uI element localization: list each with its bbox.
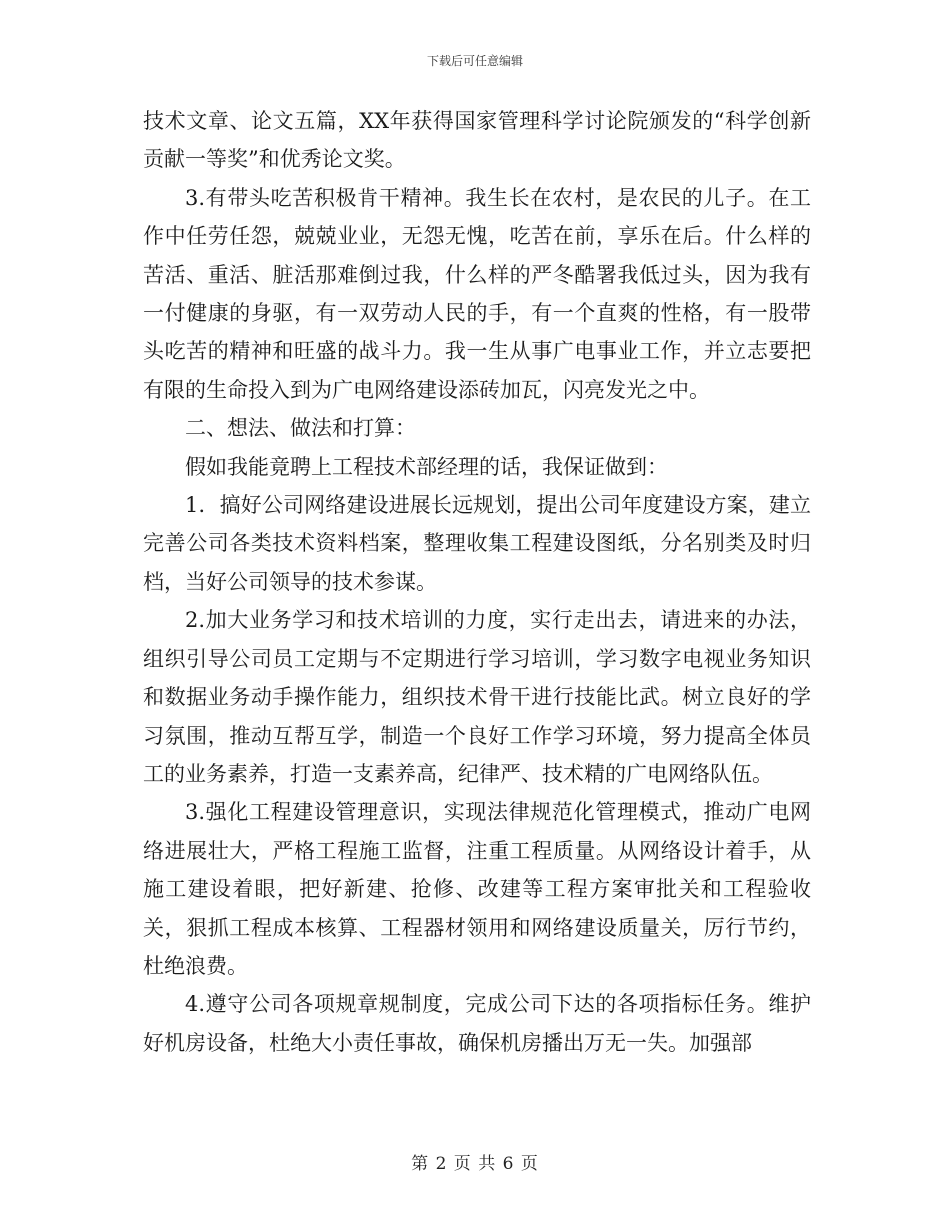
paragraph-8: 4.遵守公司各项规章规制度，完成公司下达的各项指标任务。维护好机房设备，杜绝大小责任事故，确保机房播出万无一失。加强部 [143,992,811,1055]
paragraph-7: 3.强化工程建设管理意识，实现法律规范化管理模式，推动广电网络进展壮大，严格工程施工监督，注重工程质量。从网络设计着手，从施工建设着眼，把好新建、抢修、改建等工程方案审批关和工程验收关，狠抓工程成本核算、工程器材领用和网络建设质量关，厉行节约，杜绝浪费。 [143,800,811,978]
page-number-footer: 第 2 页 共 6 页 [411,1154,539,1174]
paragraph-1: 技术文章、论文五篇，XX年获得国家管理科学讨论院颁发的“科学创新贡献一等奖”和优秀论文奖。 [143,109,811,172]
paragraph-6: 2.加大业务学习和技术培训的力度，实行走出去，请进来的办法，组织引导公司员工定期与不定期进行学习培训，学习数字电视业务知识和数据业务动手操作能力，组织技术骨干进行技能比武。树立良好的学习氛围，推动互帮互学，制造一个良好工作学习环境，努力提高全体员工的业务素养，打造一支素养高，纪律严、技术精的广电网络队伍。 [143,608,811,786]
page-header: 下载后可任意编辑 [426,54,523,68]
paragraph-2: 3.有带头吃苦积极肯干精神。我生长在农村，是农民的儿子。在工作中任劳任怨，兢兢业业，无怨无愧，吃苦在前，享乐在后。什么样的苦活、重活、脏活那难倒过我，什么样的严冬酷署我低过头，因为我有一付健康的身驱，有一双劳动人民的手，有一个直爽的性格，有一股带头吃苦的精神和旺盛的战斗力。我一生从事广电事业工作，并立志要把有限的生命投入到为广电网络建设添砖加瓦，闪亮发光之中。 [143,185,811,402]
paragraph-4: 假如我能竟聘上工程技术部经理的话，我保证做到： [185,454,668,479]
paragraph-5: 1．搞好公司网络建设进展长远规划，提出公司年度建设方案，建立完善公司各类技术资料档案，整理收集工程建设图纸，分名别类及时归档，当好公司领导的技术参谋。 [143,493,811,594]
document-body [143,102,811,1062]
section-heading: 二、想法、做法和打算： [185,416,416,441]
